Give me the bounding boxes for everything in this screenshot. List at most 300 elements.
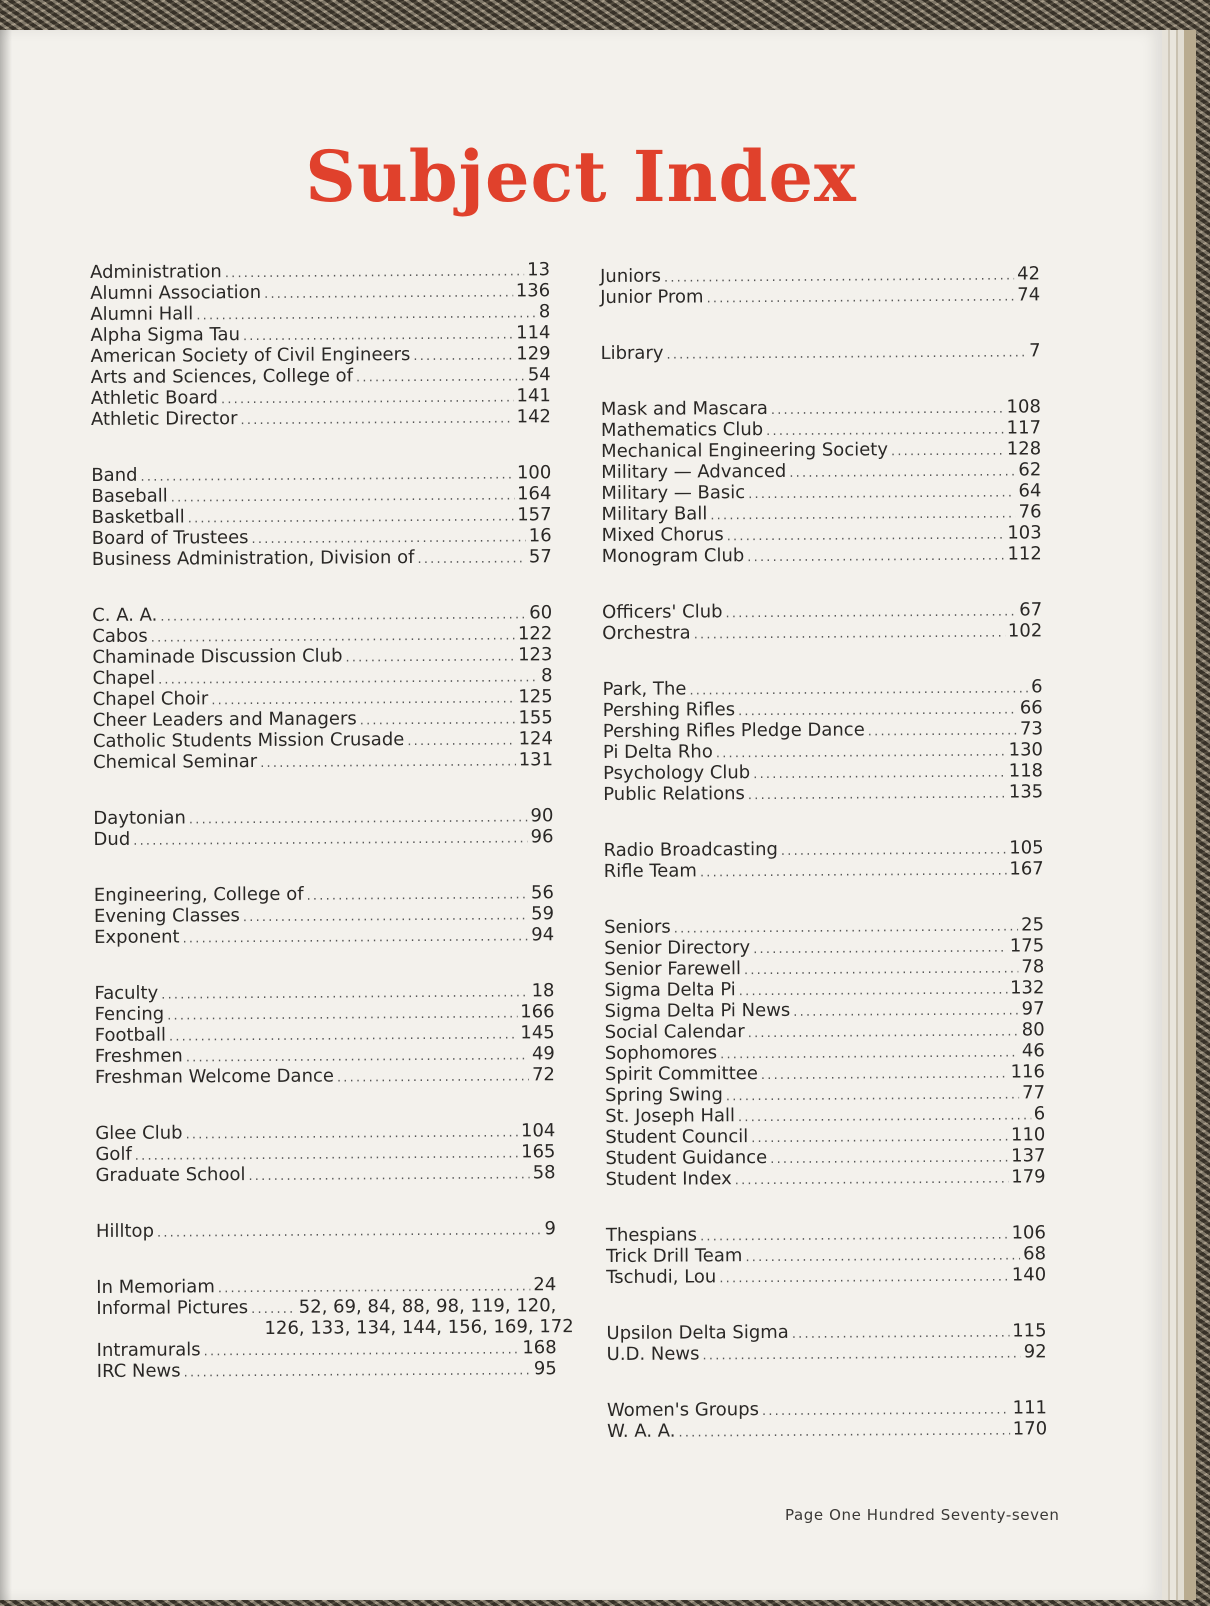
entry-subject: Intramurals (96, 1339, 201, 1361)
entry-page-number: 92 (1023, 1341, 1047, 1363)
index-entry (604, 956, 1044, 980)
index-entry (604, 914, 1044, 938)
index-letter-group (90, 259, 551, 430)
entry-page-number: 106 (1011, 1222, 1046, 1244)
dot-leader (417, 548, 526, 570)
entry-subject: Mask and Mascara (600, 397, 768, 420)
index-letter-group (96, 1218, 556, 1242)
entry-subject: Mixed Chorus (601, 524, 724, 546)
index-entry (607, 1418, 1047, 1442)
index-letter-group (602, 599, 1042, 644)
entry-subject: Social Calendar (604, 1021, 745, 1043)
index-entry (604, 858, 1044, 882)
index-letter-group (606, 1222, 1046, 1288)
dot-leader (789, 461, 1015, 483)
dot-leader (753, 938, 1007, 961)
entry-subject: Thespians (605, 1224, 698, 1246)
entry-page-number: 179 (1011, 1166, 1046, 1188)
dot-leader (186, 1122, 519, 1145)
index-entry (93, 826, 553, 850)
index-entry (606, 1222, 1046, 1246)
entry-subject: Military — Advanced (601, 460, 787, 483)
index-entry (602, 522, 1042, 546)
index-entry (603, 676, 1043, 700)
index-letter-group (606, 1320, 1046, 1365)
entry-page-number: 6 (1031, 676, 1043, 698)
entry-subject: Athletic Board (90, 387, 219, 409)
index-entry (95, 1043, 555, 1067)
dot-leader (793, 1000, 1018, 1022)
entry-subject: Administration (90, 261, 222, 283)
dot-leader (781, 840, 1006, 862)
entry-page-number: 73 (1019, 718, 1043, 740)
index-entry (605, 1082, 1045, 1106)
index-entry (602, 620, 1042, 644)
index-entry (92, 644, 552, 668)
index-entry (93, 749, 553, 773)
dot-leader (792, 1323, 1009, 1345)
index-entry (604, 935, 1044, 959)
entry-page-number: 140 (1011, 1264, 1047, 1286)
index-letter-group (607, 1397, 1047, 1442)
entry-page-number: 67 (1019, 599, 1043, 621)
index-entry (601, 417, 1041, 441)
index-entry (603, 697, 1043, 721)
entry-page-number: 16 (528, 525, 552, 547)
dot-leader (748, 482, 1015, 505)
entry-page-number: 46 (1021, 1040, 1045, 1062)
dot-leader (221, 387, 514, 410)
entry-page-number: 58 (532, 1162, 556, 1184)
index-entry (600, 284, 1040, 308)
entry-page-number: 62 (1018, 459, 1042, 481)
index-letter-group (601, 396, 1042, 567)
index-letter-group (93, 805, 553, 850)
entry-page-number: 164 (517, 483, 552, 505)
index-letter-group (604, 837, 1044, 882)
entry-page-number: 175 (1009, 935, 1045, 957)
index-entry (600, 263, 1040, 287)
index-column-left (90, 259, 574, 1417)
index-entry (605, 1124, 1045, 1148)
entry-subject: Graduate School (95, 1164, 246, 1186)
entry-subject: Juniors (600, 265, 662, 287)
index-column-right (600, 263, 1047, 1477)
dot-leader (360, 709, 516, 731)
dot-leader (748, 784, 1006, 807)
entry-page-number: 102 (1007, 620, 1043, 642)
entry-page-number: 135 (1008, 781, 1044, 803)
entry-subject: Freshmen (94, 1045, 183, 1067)
entry-page-number: 141 (516, 385, 551, 407)
entry-page-number: 130 (1008, 739, 1044, 761)
entry-subject: Senior Directory (604, 937, 751, 959)
dot-leader (700, 1225, 1009, 1248)
dot-leader (761, 1064, 1008, 1087)
entry-page-number: 116 (1010, 1061, 1045, 1083)
entry-subject: Park, The (602, 678, 687, 700)
entry-page-number: 7 (1029, 340, 1041, 362)
dot-leader (160, 604, 526, 627)
entry-page-number: 60 (529, 602, 553, 624)
index-entry (91, 504, 551, 528)
dot-leader (182, 926, 528, 949)
entry-subject: Chapel Choir (92, 688, 209, 710)
dot-leader (674, 916, 1019, 939)
dot-leader (306, 884, 528, 906)
entry-page-number: 54 (527, 364, 551, 386)
entry-subject: Military — Basic (601, 482, 746, 504)
entry-subject: Dud (93, 828, 131, 850)
entry-subject: Library (600, 342, 664, 364)
dot-leader (747, 546, 1004, 569)
index-entry (91, 462, 551, 486)
dot-leader (356, 366, 525, 388)
dot-leader (407, 730, 515, 752)
index-entry (603, 760, 1043, 784)
dot-leader (702, 1343, 1020, 1366)
index-letter-group (600, 340, 1040, 364)
entry-page-number: 103 (1007, 522, 1042, 544)
entry-subject: Basketball (91, 506, 185, 528)
dot-leader (157, 1220, 542, 1243)
entry-page-number: 104 (520, 1120, 556, 1142)
index-entry (605, 1145, 1045, 1169)
entry-subject: Board of Trustees (91, 527, 249, 549)
entry-page-number: 145 (520, 1022, 555, 1044)
dot-leader (748, 1021, 1019, 1044)
dot-leader (716, 742, 1006, 765)
index-entry (603, 718, 1043, 742)
entry-subject: C. A. A. (92, 604, 158, 626)
entry-page-number: 170 (1012, 1418, 1048, 1440)
entry-page-number: 64 (1018, 480, 1042, 502)
entry-subject: Daytonian (93, 807, 186, 829)
entry-page-number: 128 (1006, 438, 1042, 460)
index-entry (94, 924, 554, 948)
entry-page-number: 59 (531, 903, 555, 925)
entry-subject: Pi Delta Rho (602, 741, 713, 763)
index-entry (92, 525, 552, 549)
entry-subject: Band (91, 464, 138, 486)
index-letter-group (604, 914, 1046, 1190)
entry-subject: U.D. News (606, 1343, 700, 1365)
entry-subject: Informal Pictures (96, 1297, 249, 1319)
index-entry (95, 1064, 555, 1088)
index-entry (94, 903, 554, 927)
dot-leader (204, 1339, 520, 1362)
entry-subject: Public Relations (603, 783, 745, 805)
entry-page-number: 8 (541, 665, 553, 687)
index-entry (93, 686, 553, 710)
entry-page-number: 132 (1009, 977, 1045, 999)
entry-page-number: 168 (522, 1337, 557, 1359)
index-entry (90, 259, 550, 283)
entry-subject: Military Ball (601, 503, 708, 525)
entry-subject: Senior Farewell (604, 958, 742, 980)
entry-page-number: 52, 69, 84, 88, 98, 119, 120, (298, 1295, 557, 1318)
entry-page-number: 72 (532, 1064, 556, 1086)
entry-subject: Rifle Team (603, 860, 697, 882)
entry-page-number: 115 (1012, 1320, 1047, 1342)
dot-leader (188, 506, 515, 529)
page-edges (1162, 30, 1196, 1600)
entry-page-number: 118 (1008, 760, 1044, 782)
entry-subject: Spring Swing (605, 1084, 723, 1106)
index-letter-group (94, 980, 555, 1088)
index-entry (96, 1295, 556, 1319)
entry-page-number: 165 (521, 1141, 556, 1163)
entry-page-number: 112 (1007, 543, 1042, 565)
entry-subject: American Society of Civil Engineers (90, 344, 411, 367)
index-entry (94, 980, 554, 1004)
index-entry (601, 480, 1041, 504)
index-entry (602, 599, 1042, 623)
dot-leader (140, 464, 514, 487)
index-entry (91, 406, 551, 430)
entry-subject: Chapel (92, 667, 156, 689)
entry-subject: Athletic Director (90, 408, 238, 430)
dot-leader (260, 751, 516, 774)
entry-subject: Exponent (94, 926, 180, 948)
entry-subject: Faculty (94, 982, 159, 1004)
dot-leader (196, 303, 536, 326)
dot-leader (735, 1169, 1009, 1192)
index-entry (604, 837, 1044, 861)
entry-page-number: 131 (518, 749, 554, 771)
entry-page-number: 122 (517, 623, 553, 645)
entry-subject: Officers' Club (602, 601, 723, 623)
index-entry (603, 739, 1043, 763)
dot-leader (739, 980, 1007, 1003)
entry-page-number: 90 (530, 805, 554, 827)
entry-subject: Sigma Delta Pi News (604, 999, 791, 1022)
entry-page-number: 117 (1006, 417, 1042, 439)
index-letter-group (600, 263, 1040, 308)
entry-subject: Evening Classes (93, 905, 240, 927)
entry-page-number: 157 (517, 504, 552, 526)
index-entry (91, 483, 551, 507)
index-entry (96, 1218, 556, 1242)
entry-page-number: 110 (1010, 1124, 1046, 1146)
entry-page-number: 111 (1012, 1397, 1048, 1419)
entry-page-number: 18 (531, 980, 555, 1002)
entry-subject: Cabos (92, 625, 148, 647)
dot-leader (337, 1066, 529, 1088)
entry-subject: Upsilon Delta Sigma (606, 1321, 789, 1344)
entry-subject: Golf (95, 1143, 132, 1165)
index-entry (605, 1061, 1045, 1085)
entry-page-number: 123 (517, 644, 553, 666)
entry-subject: Hilltop (95, 1220, 155, 1242)
entry-page-number: 42 (1017, 263, 1041, 285)
dot-leader (169, 1024, 517, 1047)
entry-page-number: 8 (538, 301, 551, 323)
entry-page-number: 94 (531, 924, 555, 946)
entry-subject: Pershing Rifles Pledge Dance (602, 719, 865, 742)
index-letter-group (92, 602, 553, 773)
index-entry (604, 977, 1044, 1001)
index-entry (97, 1358, 557, 1382)
entry-page-number: 57 (528, 546, 552, 568)
entry-page-number: 108 (1006, 396, 1041, 418)
dot-leader (664, 265, 1014, 288)
dot-leader (738, 699, 1017, 722)
entry-subject: Psychology Club (603, 762, 751, 784)
dot-leader (738, 1105, 1031, 1128)
index-entry (92, 623, 552, 647)
entry-page-number: 76 (1018, 501, 1042, 523)
index-entry (91, 364, 551, 388)
entry-page-number: 96 (530, 826, 554, 848)
index-letter-group (94, 882, 554, 948)
page-number-footer: Page One Hundred Seventy-seven (785, 1506, 1060, 1524)
index-entry (91, 343, 551, 367)
index-entry (600, 340, 1040, 364)
entry-subject: Mechanical Engineering Society (601, 439, 889, 462)
index-entry (91, 385, 551, 409)
dot-leader (726, 1084, 1019, 1107)
entry-page-number: 125 (518, 686, 553, 708)
index-entry (606, 1320, 1046, 1344)
dot-leader (264, 282, 513, 305)
dot-leader (345, 646, 515, 668)
dot-leader (666, 342, 1026, 365)
entry-page-number: 56 (530, 882, 554, 904)
entry-page-number: 167 (1009, 858, 1044, 880)
index-entry (605, 1103, 1045, 1127)
dot-leader (678, 1421, 1009, 1444)
dot-leader (225, 261, 524, 284)
entry-subject: Orchestra (602, 622, 691, 644)
dot-leader (706, 286, 1014, 309)
dot-leader (744, 958, 1019, 981)
index-entry (97, 1337, 557, 1361)
index-entry (96, 1162, 556, 1186)
dot-leader (240, 408, 513, 431)
dot-leader (135, 1143, 518, 1166)
dot-leader (868, 720, 1017, 742)
entry-page-number: 78 (1021, 956, 1045, 978)
entry-page-number: 136 (515, 280, 551, 302)
entry-subject: Student Guidance (605, 1146, 768, 1169)
index-entry (93, 805, 553, 829)
index-entry (605, 1019, 1045, 1043)
entry-page-number: 114 (516, 322, 551, 344)
index-entry (90, 322, 550, 346)
index-entry (95, 1120, 555, 1144)
entry-page-number: 105 (1009, 837, 1044, 859)
page-title: Subject Index (305, 135, 857, 218)
dot-leader (161, 982, 528, 1005)
dot-leader (751, 1127, 1008, 1150)
index-entry (92, 665, 552, 689)
dot-leader (727, 525, 1005, 548)
index-entry (603, 781, 1043, 805)
entry-subject: Chemical Seminar (92, 750, 258, 773)
entry-subject: Football (94, 1024, 167, 1046)
entry-subject: Catholic Students Mission Crusade (92, 729, 405, 752)
entry-subject: Engineering, College of (93, 883, 304, 906)
dot-leader (719, 1267, 1009, 1290)
index-entry (601, 459, 1041, 483)
entry-page-number: 13 (527, 259, 551, 281)
dot-leader (413, 345, 513, 367)
entry-page-number: 80 (1021, 1019, 1045, 1041)
entry-page-number: 77 (1022, 1082, 1046, 1104)
index-entry (92, 602, 552, 626)
entry-subject: Tschudi, Lou (606, 1266, 717, 1288)
entry-subject: Trick Drill Team (605, 1245, 743, 1267)
entry-subject: Student Index (605, 1168, 732, 1190)
entry-page-number: 68 (1023, 1243, 1047, 1265)
index-entry (602, 543, 1042, 567)
index-entry (93, 728, 553, 752)
entry-page-number: 9 (544, 1218, 556, 1240)
index-entry (601, 438, 1041, 462)
entry-page-number: 97 (1021, 998, 1045, 1020)
index-entry (90, 280, 550, 304)
entry-subject: Sophomores (604, 1042, 718, 1064)
entry-page-number: 49 (531, 1043, 555, 1065)
dot-leader (133, 828, 528, 851)
dot-leader (720, 1042, 1019, 1065)
entry-page-number: 155 (518, 707, 553, 729)
dot-leader (725, 601, 1016, 624)
dot-leader (762, 1400, 1010, 1423)
index-entry (93, 707, 553, 731)
entry-subject: Business Administration, Division of (91, 547, 415, 570)
index-entry (96, 1274, 556, 1298)
entry-subject: Pershing Rifles (602, 699, 736, 721)
entry-page-number: 166 (520, 1001, 555, 1023)
dot-leader (189, 807, 528, 830)
index-entry (606, 1243, 1046, 1267)
dot-leader (248, 1164, 529, 1187)
index-entry (605, 1040, 1045, 1064)
index-letter-group (95, 1120, 555, 1186)
entry-subject: Alpha Sigma Tau (90, 324, 241, 346)
entry-page-number: 95 (533, 1358, 557, 1380)
dot-leader (700, 861, 1007, 884)
dot-leader (771, 399, 1004, 421)
dot-leader (770, 1148, 1008, 1170)
index-entry (92, 546, 552, 570)
entry-subject: IRC News (96, 1360, 181, 1382)
index-entry (604, 998, 1044, 1022)
index-entry (601, 501, 1041, 525)
entry-subject: Glee Club (95, 1122, 183, 1144)
entry-page-number: 129 (516, 343, 551, 365)
index-entry (95, 1022, 555, 1046)
index-entry (606, 1166, 1046, 1190)
entry-subject: Junior Prom (600, 286, 704, 308)
entry-page-number: 124 (518, 728, 553, 750)
dot-leader (167, 1003, 517, 1026)
entry-subject: Sigma Delta Pi (604, 979, 736, 1001)
index-entry (95, 1001, 555, 1025)
entry-subject: In Memoriam (96, 1276, 215, 1298)
dot-leader (689, 678, 1028, 701)
index-entry (601, 396, 1041, 420)
entry-subject: Baseball (91, 485, 168, 507)
index-letter-group (91, 462, 552, 570)
index-entry (94, 882, 554, 906)
dot-leader (753, 763, 1006, 786)
entry-subject: Mathematics Club (600, 419, 764, 441)
entry-subject: Arts and Sciences, College of (90, 365, 354, 388)
entry-subject: Student Council (605, 1126, 749, 1148)
